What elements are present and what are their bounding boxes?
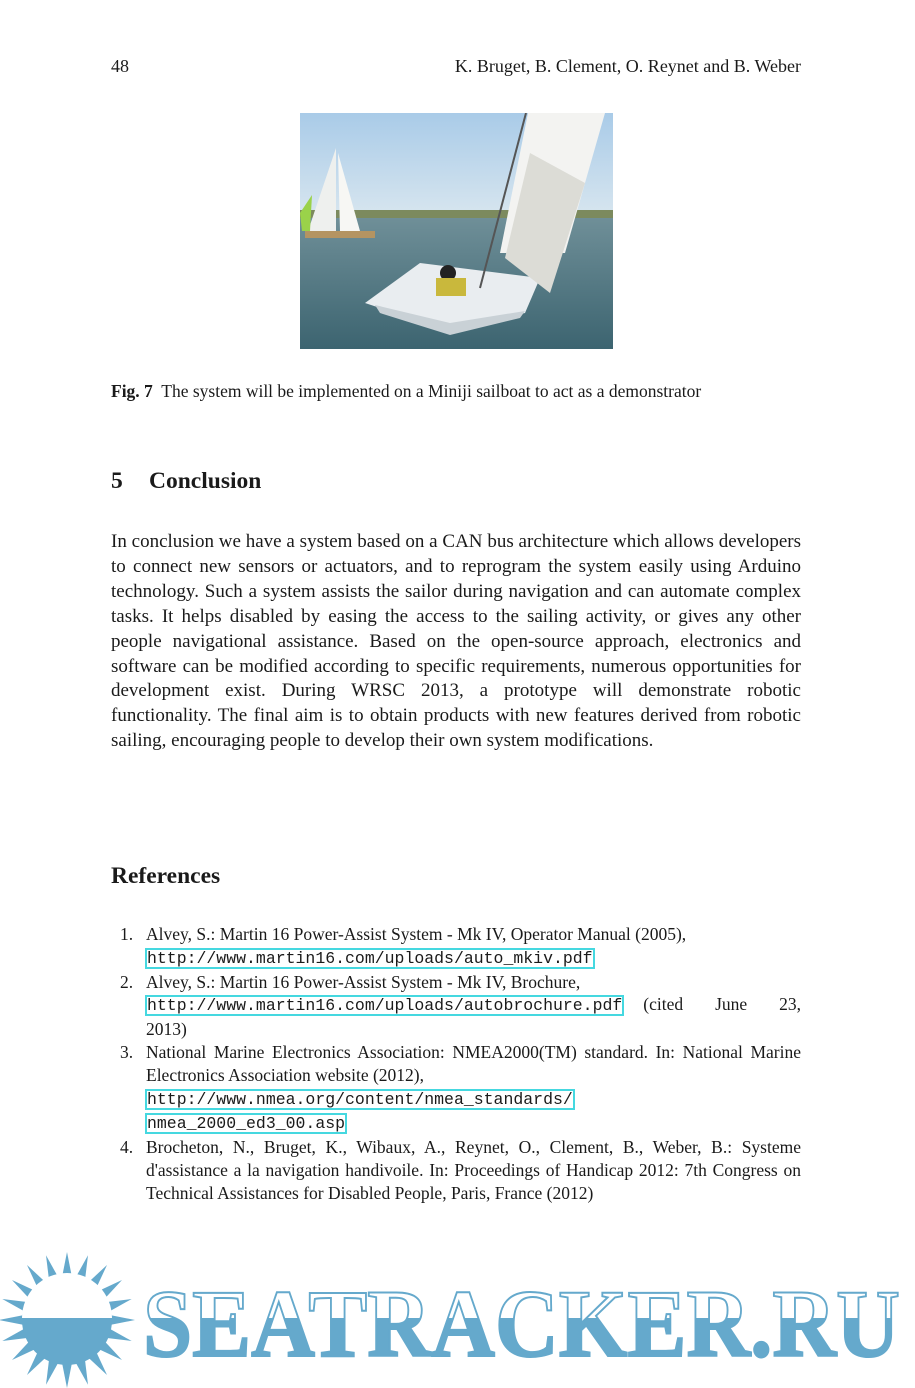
reference-text: Alvey, S.: Martin 16 Power-Assist System - Mk IV, Operator Manual (2005), xyxy=(146,924,687,944)
reference-number: 1. xyxy=(120,924,134,944)
reference-cited: (cited June 23, 2013) xyxy=(146,994,802,1040)
running-head-authors: K. Bruget, B. Clement, O. Reynet and B. Weber xyxy=(454,56,801,76)
reference-number: 2. xyxy=(120,971,134,992)
seatracker-watermark xyxy=(0,1250,915,1388)
watermark-text: SEATRACKER.RU xyxy=(143,1270,900,1377)
reference-list xyxy=(111,923,801,1205)
sailboat-photo xyxy=(300,113,613,349)
reference-number: 3. xyxy=(120,1041,134,1062)
reference-item xyxy=(111,1136,801,1204)
conclusion-paragraph: In conclusion we have a system based on a CAN bus architecture which allows developers to connect new sensors or actuators, and to reprogram the system easily using Arduino technology. Such a system assists the sailor during navigation and can automate complex tasks. It helps disabled by easing the access to the sailing activity, or gives any other people navigational assistance. Based on the open-source approach, electronics and software can be modified according to specific requirements, numerous opportunities for development exist. During WRSC 2013, a prototype will demonstrate robotic functionality. The final aim is to obtain products with new features derived from robotic sailing, encouraging people to develop their own system modifications. xyxy=(111,531,801,752)
section-number: 5 xyxy=(111,468,123,494)
reference-link[interactable]: http://www.martin16.com/uploads/auto_mkiv.pdf xyxy=(147,948,593,968)
sun-icon xyxy=(0,1252,135,1388)
reference-item xyxy=(111,1041,801,1136)
reference-item xyxy=(111,923,801,971)
figure-label: Fig. 7 xyxy=(111,381,153,401)
page-number: 48 xyxy=(111,56,129,76)
figure-caption xyxy=(111,380,801,403)
figure-caption-text: The system will be implemented on a Miniji sailboat to act as a demonstrator xyxy=(161,381,702,401)
section-heading xyxy=(111,468,261,495)
reference-link[interactable]: http://www.martin16.com/uploads/autobrochure.pdf xyxy=(147,996,623,1016)
reference-text: National Marine Electronics Association: NMEA2000(TM) standard. In: National Marine Electronics Association website (2012), xyxy=(146,1041,801,1085)
section-title: Conclusion xyxy=(149,468,262,494)
reference-link-continued[interactable]: nmea_2000_ed3_00.asp xyxy=(147,1114,346,1134)
reference-item xyxy=(111,971,801,1041)
reference-text: Alvey, S.: Martin 16 Power-Assist System - Mk IV, Brochure, xyxy=(146,971,581,992)
references-heading: References xyxy=(111,863,221,889)
reference-number: 4. xyxy=(120,1137,134,1158)
reference-link[interactable]: http://www.nmea.org/content/nmea_standards/ xyxy=(147,1089,573,1109)
reference-text: Brocheton, N., Bruget, K., Wibaux, A., Reynet, O., Clement, B., Weber, B.: Systeme d'assistance a la navigation handivoile. In: Proceedings of Handicap 2012: 7th Congress on Technical Assistances for Disabled People, Paris, France (2012) xyxy=(146,1137,801,1203)
